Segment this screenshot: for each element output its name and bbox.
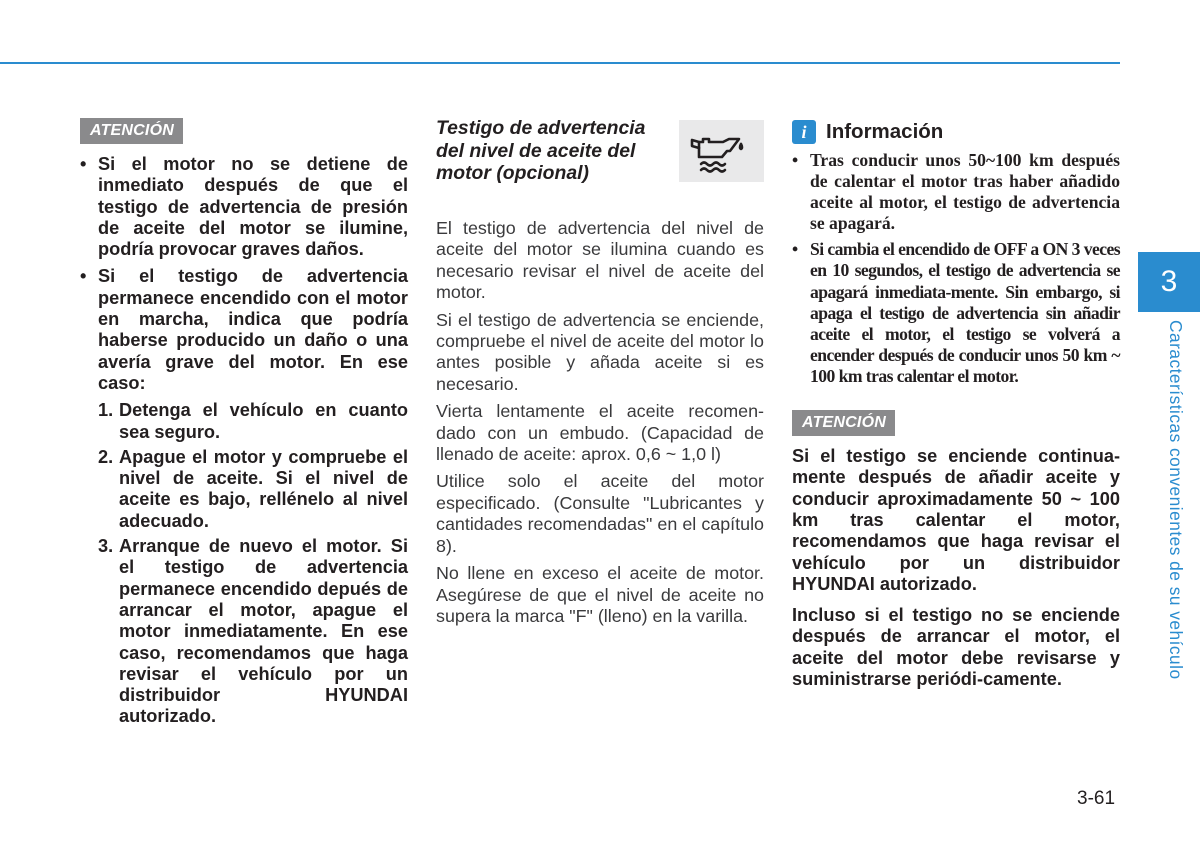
info-header (792, 120, 1120, 144)
section-title: Testigo de advertencia del nivel de aceite del motor (opcional) (436, 117, 646, 184)
warning-item: • Si el motor no se detiene de inmediato después de que el testigo de advertencia de presión de aceite del motor se ilumine, podría provocar graves daños. (80, 154, 408, 260)
chapter-title: Características convenientes de su vehículo (1166, 320, 1186, 680)
oil-level-warning-icon (679, 120, 764, 182)
column-warning (80, 118, 408, 734)
paragraph: El testigo de advertencia del nivel de aceite del motor se ilumina cuando es necesario revisar el nivel de aceite del motor. (436, 218, 764, 303)
column-oil-level (436, 0, 764, 845)
info-icon: i (792, 120, 816, 144)
info-list (792, 150, 1120, 387)
attention-paragraph: Si el testigo se enciende continua-mente después de añadir aceite y conducir aproximadamente 50 ~ 100 km tras calentar el motor, recomendamos que haga revisar el vehículo por un distribuidor HYUNDAI autorizado. (792, 446, 1120, 594)
section-body (436, 218, 764, 633)
paragraph: Vierta lentamente el aceite recomen-dado con un embudo. (Capacidad de llenado de aceite: aprox. 0,6 ~ 1,0 l) (436, 401, 764, 465)
info-item: • Si cambia el encendido de OFF a ON 3 veces en 10 segundos, el testigo de advertencia se apagará inmediata-mente. Sin embargo, si apaga el testigo de advertencia sin añadir aceite el motor, el testigo se volverá a encender después de conducir unos 50 km ~ 100 km tras calentar el motor. (792, 239, 1120, 387)
chapter-number-tab: 3 (1138, 252, 1200, 312)
warning-item: • Si el testigo de advertencia permanece encendido con el motor en marcha, indica que podría haberse producido un daño o una avería grave del motor. En ese caso: 1. Detenga el vehículo en cuanto sea seguro. 2. Apague el motor y compruebe el nivel de aceite. Si el nivel de aceite es bajo, rellénelo al nivel adecuado. 3. Arranque de nuevo el motor. Si el testigo de advertencia permanece encendido depués de arrancar el motor, apague el motor inmediatamente. En ese caso, recomendamos que haga revisar el vehículo por un distribuidor HYUNDAI autorizado. (80, 266, 408, 727)
section-title-block (436, 117, 668, 185)
column-information (792, 0, 1120, 690)
info-title: Información (826, 120, 944, 143)
attention-paragraph: Incluso si el testigo no se enciende después de arrancar el motor, el aceite del motor debe revisarse y suministrarse periódi-camente. (792, 605, 1120, 689)
paragraph: Utilice solo el aceite del motor especificado. (Consulte "Lubricantes y cantidades recomendadas" en el capítulo 8). (436, 471, 764, 556)
page-number: 3-61 (1077, 788, 1116, 809)
info-item: • Tras conducir unos 50~100 km después de calentar el motor tras haber añadido aceite al motor, el testigo de advertencia se apagará. (792, 150, 1120, 234)
step-list (98, 400, 408, 727)
attention-badge: ATENCIÓN (792, 410, 895, 436)
step-item: 3. Arranque de nuevo el motor. Si el testigo de advertencia permanece encendido depués de arrancar el motor, apague el motor inmediatamente. En ese caso, recomendamos que haga revisar el vehículo por un distribuidor HYUNDAI autorizado. (98, 536, 408, 727)
paragraph: Si el testigo de advertencia se enciende, compruebe el nivel de aceite del motor lo antes posible y añada aceite si es necesario. (436, 309, 764, 394)
paragraph: No llene en exceso el aceite de motor. Asegúrese de que el nivel de aceite no supera la marca "F" (lleno) en la varilla. (436, 563, 764, 626)
warning-list (80, 154, 408, 728)
step-item: 1. Detenga el vehículo en cuanto sea seguro. (98, 400, 408, 442)
attention-badge: ATENCIÓN (80, 118, 183, 144)
step-item: 2. Apague el motor y compruebe el nivel de aceite. Si el nivel de aceite es bajo, rellénelo al nivel adecuado. (98, 446, 408, 531)
